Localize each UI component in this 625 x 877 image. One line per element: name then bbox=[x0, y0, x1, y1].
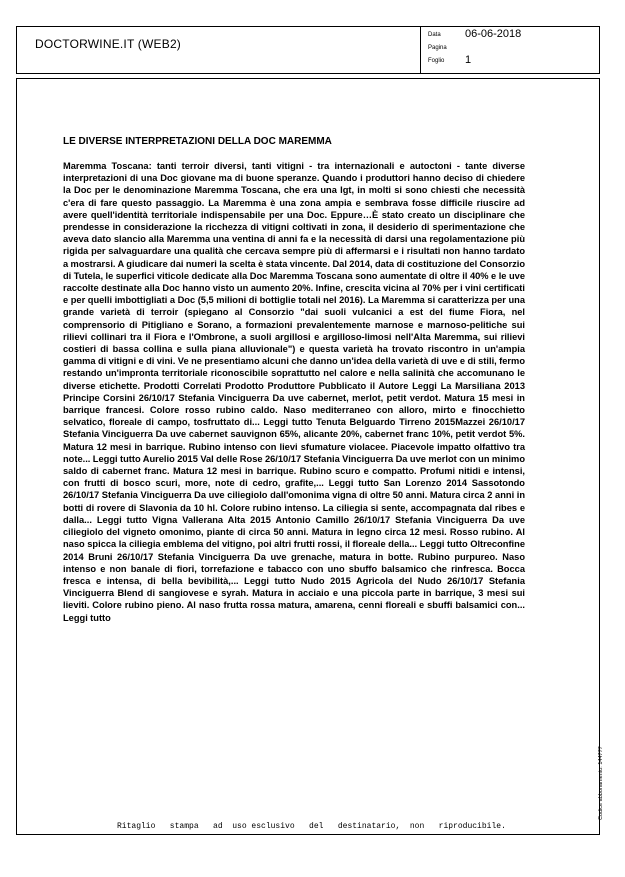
subscription-code: Codice abbonamento: 144777 bbox=[598, 746, 604, 820]
article-body: Maremma Toscana: tanti terroir diversi, tanti vitigni - tra internazionali e autoctoni - tante diverse interpretazioni di una Doc giovane ma di buone speranze. Quando i produttori hanno deciso di chiedere la Doc per le denominazione Maremma Toscana, che era una Igt, in molti si sono chiesti che necessità c'era di fare questo passaggio. La Maremma è una zona ampia e sembrava fosse difficile riuscire ad avere quell'identità territoriale indispensabile per una Doc. Eppure…È stato creato un disciplinare che prendesse in considerazione la ricchezza di vitigni coltivati in zona, il desiderio di sperimentazione che aveva dato slancio alla Maremma una ventina di anni fa e la necessità di darsi una regolamentazione più rigida per salvaguardare una qualità che cercava sempre più di affermarsi e i risultati non hanno tardato a mostrarsi. A giudicare dai numeri la scelta è stata vincente. Dal 2014, data di costituzione del Consorzio di Tutela, le superfici viticole dedicate alla Doc Maremma Toscana sono aumentate di oltre il 40% e le uve raccolte destinate alla Doc hanno visto un aumento 20%. Infine, crescita vicina al 70% per i vini certificati e per quelli imbottigliati a Doc (5,5 milioni di bottiglie totali nel 2016). La Maremma si caratterizza per una grande varietà di terroir (spiegano al Consorzio "dai suoli vulcanici a est del fiume Fiora, nel comprensorio di Pitigliano e Sorano, a formazioni prevalentemente marnose e marnoso-pelitiche sui rilievi collinari tra il Fiora e l'Ombrone, a suoli argillosi e argilloso-limosi nell'Alta Maremma, sui rilievi costieri di bassa collina e sulla piana alluvionale") e questa varietà ha trovato riscontro in un'ampia gamma di vitigni e di vini. Ve ne presentiamo alcuni che danno un'idea della varietà di uve e di stili, fermo restando un'impronta territoriale riconoscibile soprattutto nel calore e nella salinità che accomunano le diverse etichette. Prodotti Correlati Prodotto Produttore Pubblicato il Autore Leggi La Marsiliana 2013 Principe Corsini 26/10/17 Stefania Vinciguerra Da uve cabernet, merlot, petit verdot. Matura 15 mesi in barrique francesi. Colore rosso rubino caldo. Naso mediterraneo con alloro, mirto e finocchietto selvatico, floreale di campo, tosfruttato di... Leggi tutto Tenuta Belguardo Tirreno 2015Mazzei 26/10/17 Stefania Vinciguerra Da uve cabernet sauvignon 65%, alicante 20%, cabernet franc 10%, petit verdot 5%. Matura 12 mesi in barrique. Rubino intenso con lievi sfumature violacee. Piacevole impatto olfattivo tra note... Leggi tutto Aurelio 2015 Val delle Rose 26/10/17 Stefania Vinciguerra Da uve merlot con un minimo saldo di cabernet franc. Matura 12 mesi in barrique. Rubino scuro e compatto. Profumi nitidi e intensi, con frutti di bosco scuri, more, note di cedro, grafite,... Leggi tutto San Lorenzo 2014 Sassotondo 26/10/17 Stefania Vinciguerra Da uve ciliegiolo dall'omonima vigna di oltre 50 anni. Matura circa 2 anni in botti di rovere di Slavonia da 10 hl. Colore rubino intenso. La ciliegia si sente, accompagnata dal ribes e dalla... Leggi tutto Vigna Vallerana Alta 2015 Antonio Camillo 26/10/17 Stefania Vinciguerra Da uve ciliegiolo del vigneto omonimo, piante di circa 50 anni. Matura in legno circa 12 mesi. Rosso rubino. Al naso spicca la ciliegia emblema del vitigno, poi altri frutti rossi, il floreale della... Leggi tutto Oltreconfine 2014 Bruni 26/10/17 Stefania Vinciguerra Da uve grenache, matura in botte. Rubino purpureo. Naso intenso e non banale di fiori, torrefazione e tabacco con uno sbuffo balsamico che rinfresca. Bocca fresca e intensa, di bella bevibilità,... Leggi tutto Nudo 2015 Agricola del Nudo 26/10/17 Stefania Vinciguerra Blend di sangiovese e syrah. Matura in acciaio e una piccola parte in barrique, 3 mesi sui lieviti. Colore rubino pieno. Al naso frutta rossa matura, amarena, cenni floreali e sbuffi balsamici con... Leggi tutto bbox=[63, 161, 525, 623]
header-divider bbox=[420, 27, 421, 73]
article-title: LE DIVERSE INTERPRETAZIONI DELLA DOC MAREMMA bbox=[63, 136, 332, 147]
source-title: DOCTORWINE.IT (WEB2) bbox=[35, 37, 182, 51]
header-box bbox=[16, 26, 600, 74]
date-label: Data bbox=[428, 32, 441, 38]
sheet-label: Foglio bbox=[428, 58, 445, 64]
footer-note: Ritaglio stampa ad uso esclusivo del destinatario, non riproducibile. bbox=[117, 822, 506, 831]
sheet-value: 1 bbox=[465, 54, 472, 66]
page-label: Pagina bbox=[428, 45, 447, 51]
date-value: 06-06-2018 bbox=[465, 28, 522, 40]
